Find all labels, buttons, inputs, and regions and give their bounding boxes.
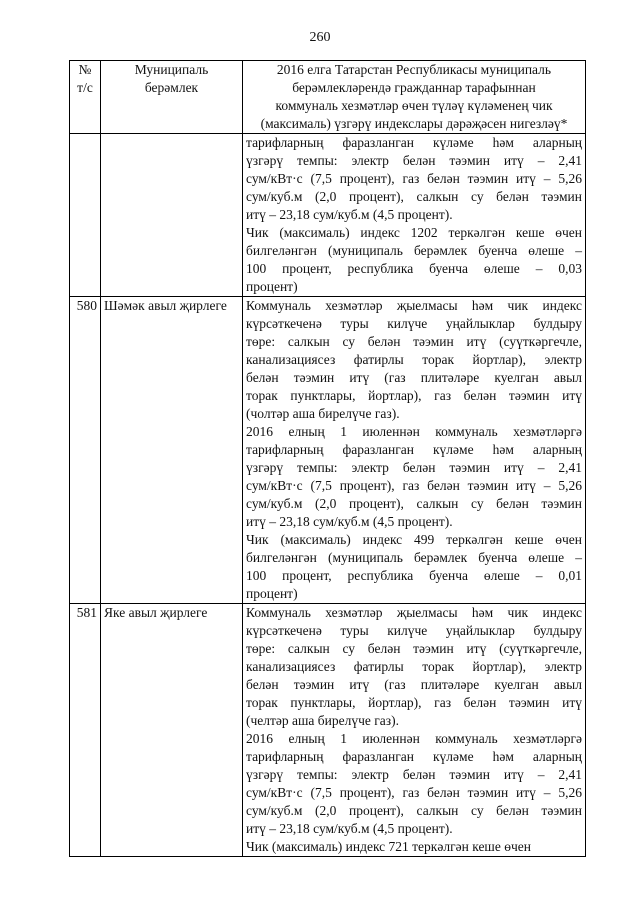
header-description-line: (максималь) үзгәрү индекслары дәрәҗәсен нигезләү* xyxy=(260,116,568,131)
description-line: сум/куб.м (2,0 процент), салкын су белән тәэмин xyxy=(246,803,582,818)
description-line: сум/кВт·с (7,5 процент), газ белән тәэмин итү – 5,26 xyxy=(246,785,582,800)
description-line: торак пунктлары, йортлар), газ белән тәэмин итү xyxy=(246,388,582,403)
description-line: процент) xyxy=(246,279,298,294)
description-line: тарифларның фаразланган күләме һәм аларның xyxy=(246,749,582,764)
header-description xyxy=(243,61,586,134)
description-line: (чолтәр аша бирелүче газ). xyxy=(246,406,400,421)
description-line: итү – 23,18 сум/куб.м (4,5 процент). xyxy=(246,821,453,836)
description-line: Чик (максималь) индекс 1202 теркәлгән кеше өчен xyxy=(246,225,582,240)
header-municipality xyxy=(101,61,243,134)
description-line: билгеләнгән (муниципаль берәмлек буенча өлеше – xyxy=(246,550,582,565)
description-line: 100 процент, республика буенча өлеше – 0,01 xyxy=(246,568,582,583)
row-number: 580 xyxy=(70,297,101,604)
description-line: билгеләнгән (муниципаль берәмлек буенча өлеше – xyxy=(246,243,582,258)
description-line: процент) xyxy=(246,586,298,601)
row-number xyxy=(70,134,101,297)
header-description-line: берәмлекләрендә гражданнар тарафыннан xyxy=(292,80,536,95)
table-header-row xyxy=(70,61,586,134)
description-line: үзгәрү темпы: электр белән тәэмин итү – 2,41 xyxy=(246,460,582,475)
description-line: сум/куб.м (2,0 процент), салкын су белән тәэмин xyxy=(246,189,582,204)
description-line: (челтәр аша бирелүче газ). xyxy=(246,713,399,728)
description-line: тарифларның фаразланган күләме һәм аларның xyxy=(246,135,582,150)
description-line: канализациясез фатирлы торак йортлар), электр xyxy=(246,352,582,367)
description-line: Чик (максималь) индекс 499 теркәлгән кеше өчен xyxy=(246,532,582,547)
row-description xyxy=(243,604,586,857)
row-description xyxy=(243,297,586,604)
description-line: итү – 23,18 сум/куб.м (4,5 процент). xyxy=(246,207,453,222)
description-line: Чик (максималь) индекс 721 теркәлгән кеше өчен xyxy=(246,839,531,854)
description-line: сум/кВт·с (7,5 процент), газ белән тәэмин итү – 5,26 xyxy=(246,171,582,186)
description-line: күрсәткеченә туры килүче уңайлыклар булдыру xyxy=(246,623,582,638)
row-description xyxy=(243,134,586,297)
description-line: торак пунктлары, йортлар), газ белән тәэмин итү xyxy=(246,695,582,710)
description-line: канализациясез фатирлы торак йортлар), электр xyxy=(246,659,582,674)
description-line: күрсәткеченә туры килүче уңайлыклар булдыру xyxy=(246,316,582,331)
description-line: белән тәэмин итү (газ плитәләре куелган авыл xyxy=(246,370,582,385)
description-line: төре: салкын су белән тәэмин итү (суүткәргечле, xyxy=(246,334,582,349)
description-line: Коммуналь хезмәтләр җыелмасы һәм чик индекс xyxy=(246,605,582,620)
header-municipality-line: берәмлек xyxy=(144,80,199,95)
table-row xyxy=(70,134,586,297)
row-municipality: Яке авыл җирлеге xyxy=(101,604,243,857)
header-number-line: т/с xyxy=(77,80,93,95)
header-number-line: № xyxy=(78,62,92,77)
description-line: төре: салкын су белән тәэмин итү (суүткәргечле, xyxy=(246,641,582,656)
description-line: 2016 елның 1 июленнән коммуналь хезмәтләргә xyxy=(246,424,582,439)
row-municipality: Шәмәк авыл җирлеге xyxy=(101,297,243,604)
page-number: 260 xyxy=(309,30,331,45)
header-number xyxy=(70,61,101,134)
description-line: тарифларның фаразланган күләме һәм аларның xyxy=(246,442,582,457)
table-row xyxy=(70,297,586,604)
header-description-line: 2016 елга Татарстан Республикасы муниципаль xyxy=(276,62,552,77)
row-municipality xyxy=(101,134,243,297)
table-row xyxy=(70,604,586,857)
description-line: сум/кВт·с (7,5 процент), газ белән тәэмин итү – 5,26 xyxy=(246,478,582,493)
description-line: белән тәэмин итү (газ плитәләре куелган авыл xyxy=(246,677,582,692)
tariff-index-table xyxy=(69,60,586,857)
description-line: үзгәрү темпы: электр белән тәэмин итү – 2,41 xyxy=(246,767,582,782)
description-line: итү – 23,18 сум/куб.м (4,5 процент). xyxy=(246,514,453,529)
description-line: 100 процент, республика буенча өлеше – 0,03 xyxy=(246,261,582,276)
description-line: 2016 елның 1 июленнән коммуналь хезмәтләргә xyxy=(246,731,582,746)
header-description-line: коммуналь хезмәтләр өчен түләү күләменең чик xyxy=(275,98,553,113)
row-number: 581 xyxy=(70,604,101,857)
description-line: сум/куб.м (2,0 процент), салкын су белән тәэмин xyxy=(246,496,582,511)
description-line: үзгәрү темпы: электр белән тәэмин итү – 2,41 xyxy=(246,153,582,168)
description-line: Коммуналь хезмәтләр җыелмасы һәм чик индекс xyxy=(246,298,582,313)
header-municipality-line: Муниципаль xyxy=(134,62,209,77)
